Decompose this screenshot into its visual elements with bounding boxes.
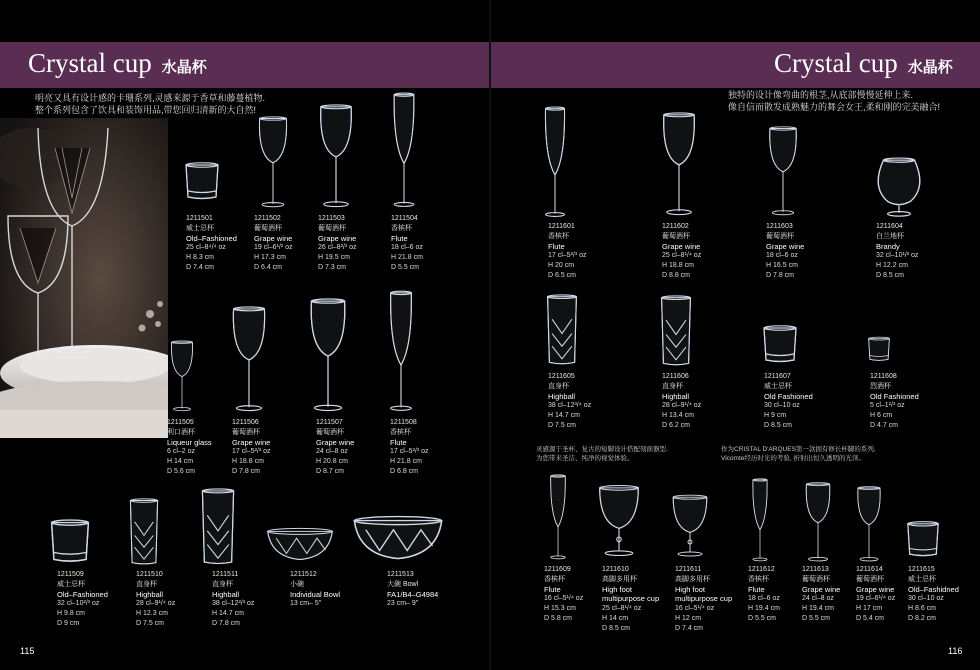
product-label: 1211508 香槟杯 Flute 17 cl–5²/³ oz H 21.8 cm D 6.8 cm <box>390 419 429 475</box>
product-label: 1211605 直身杯 Highball 38 cl–12³/⁴ oz H 14.7 cm D 7.5 cm <box>548 373 592 429</box>
lifestyle-photo <box>0 118 168 438</box>
highball-glass-1211511 <box>197 488 239 566</box>
bowl-1211513 <box>352 510 444 568</box>
right-page-title: Crystal cup 水晶杯 <box>774 48 953 78</box>
wine-glass-1211602 <box>656 112 702 216</box>
brandy-glass-1211604 <box>870 156 928 218</box>
liqueur-glass-1211505 <box>169 340 195 412</box>
product-label: 1211510 直身杯 Highball 28 cl–9¹/⁴ oz H 12.3 cm D 7.5 cm <box>136 571 176 627</box>
wine-glass-1211613 <box>802 482 834 562</box>
shot-glass-1211608 <box>866 332 892 366</box>
goblet-1211610 <box>596 482 642 560</box>
product-label: 1211615 威士忌杯 Old–Fashidned 30 cl–10 oz H 8.6 cm D 8.2 cm <box>908 566 959 622</box>
wine-glass-1211507 <box>306 298 350 412</box>
product-label: 1211604 白兰地杯 Brandy 32 cl–10¹/² oz H 12.2 cm D 8.5 cm <box>876 223 919 279</box>
product-label: 1211503 葡萄酒杯 Grape wine 26 cl–8²/³ oz H 19.5 cm D 7.3 cm <box>318 215 357 271</box>
highball-glass-1211606 <box>658 294 694 368</box>
product-label: 1211601 香槟杯 Flute 17 cl–5²/³ oz H 20 cm D 6.5 cm <box>548 223 587 279</box>
goblet-1211611 <box>670 492 710 560</box>
product-label: 1211501 威士忌杯 Old–Fashioned 25 cl–8⁴/⁴ oz H 8.3 cm D 7.4 cm <box>186 215 237 271</box>
product-label: 1211509 威士忌杯 Old–Fashioned 32 cl–10²/³ oz H 9.8 cm D 9 cm <box>57 571 108 627</box>
wine-glass-1211503 <box>316 104 356 208</box>
left-page-title: Crystal cup 水晶杯 <box>28 48 207 78</box>
old-fashioned-glass-1211509 <box>47 517 93 565</box>
right-title-banner <box>491 42 980 88</box>
old-fashioned-glass-1211615 <box>904 516 942 562</box>
product-label: 1211511 直身杯 Highball 38 cl–12²/³ oz H 14.7 cm D 7.8 cm <box>212 571 255 627</box>
product-label: 1211507 葡萄酒杯 Grape wine 24 cl–8 oz H 20.8 cm D 8.7 cm <box>316 419 355 475</box>
old-fashioned-glass-1211607 <box>760 322 800 366</box>
highball-glass-1211605 <box>544 292 580 368</box>
wine-glass-1211502 <box>256 116 290 208</box>
product-label: 1211610 高脚多用杯 High foot multipurpose cup 25 cl–8¹/⁴ oz H 14 cm D 8.5 cm <box>602 566 660 632</box>
flute-glass-1211612 <box>747 478 773 562</box>
page-spine <box>489 0 491 670</box>
product-label: 1211609 香槟杯 Flute 16 cl–5¹/⁴ oz H 15.3 cm D 5.8 cm <box>544 566 584 622</box>
flute-glass-1211601 <box>540 106 570 218</box>
product-label: 1211614 葡萄酒杯 Grape wine 19 cl–6¹/⁴ oz H 17 cm D 5.4 cm <box>856 566 896 622</box>
product-label: 1211608 烈酒杯 Old Fashioned 5 cl–1²/³ oz H 6 cm D 4.7 cm <box>870 373 919 429</box>
right-note: 作为CRISTAL D'ARQUES第一款拥有修长杯脚的系列, Vicomte经历时光的考验, 折射出恒久透明的光泽。 <box>721 446 876 462</box>
wine-glass-1211614 <box>854 486 884 562</box>
highball-glass-1211510 <box>124 498 164 566</box>
old-fashioned-glass-1211501 <box>182 155 222 207</box>
left-intro: 明亮又具有设计感的卡珊系列,灵感来源于香草和藤蔓植物. 整个系列包含了饮具和装饰用品,带您回归清新的大自然! <box>35 93 266 115</box>
product-label: 1211606 直身杯 Highball 28 cl–9¹/⁴ oz H 13.4 cm D 6.2 cm <box>662 373 702 429</box>
flute-glass-1211508 <box>384 290 418 412</box>
right-intro: 独特的设计像弯曲的根茎,从底部慢慢延伸上来. 像自信而散发成熟魅力的舞会女王,柔和刚的完美融合! <box>728 90 941 112</box>
wine-glass-1211506 <box>229 306 269 412</box>
individual-bowl-1211512 <box>266 524 334 566</box>
flute-glass-1211609 <box>541 474 575 560</box>
wine-glass-1211603 <box>762 126 804 216</box>
right-page-number: 116 <box>948 646 963 656</box>
left-page-number: 115 <box>20 646 35 656</box>
flute-glass-1211504 <box>389 92 419 208</box>
product-label: 1211505 利口酒杯 Liqueur glass 6 cl–2 oz H 14 cm D 5.6 cm <box>167 419 212 475</box>
product-label: 1211607 威士忌杯 Old Fashioned 30 cl–10 oz H 9 cm D 8.5 cm <box>764 373 813 429</box>
product-label: 1211512 小碗 Individual Bowl 13 cm– 5" <box>290 571 341 608</box>
product-label: 1211603 葡萄酒杯 Grape wine 18 cl–6 oz H 16.5 cm D 7.8 cm <box>766 223 805 279</box>
product-label: 1211502 葡萄酒杯 Grape wine 19 cl–6¹/² oz H 17.3 cm D 6.4 cm <box>254 215 293 271</box>
product-label: 1211504 香槟杯 Flute 18 cl–6 oz H 21.8 cm D 5.5 cm <box>391 215 423 271</box>
middle-note: 灵感源于圣杯、复古的短脚设计搭配刻面器型. 为您带来圣洁、纯净的视觉体验。 <box>536 446 668 462</box>
product-label: 1211613 葡萄酒杯 Grape wine 24 cl–8 oz H 19.4 cm D 5.5 cm <box>802 566 841 622</box>
product-label: 1211611 高脚多用杯 High foot multipurpose cup 16 cl–5¹/⁴ oz H 12 cm D 7.4 cm <box>675 566 733 632</box>
product-label: 1211612 香槟杯 Flute 18 cl–6 oz H 19.4 cm D 5.5 cm <box>748 566 780 622</box>
product-label: 1211506 葡萄酒杯 Grape wine 17 cl–5²/³ oz H 18.8 cm D 7.8 cm <box>232 419 271 475</box>
left-title-banner <box>0 42 489 88</box>
product-label: 1211513 大碗 Bowl FA1/B4–G4984 23 cm– 9" <box>387 571 439 608</box>
product-label: 1211602 葡萄酒杯 Grape wine 25 cl–8¹/⁴ oz H 18.8 cm D 8.8 cm <box>662 223 702 279</box>
